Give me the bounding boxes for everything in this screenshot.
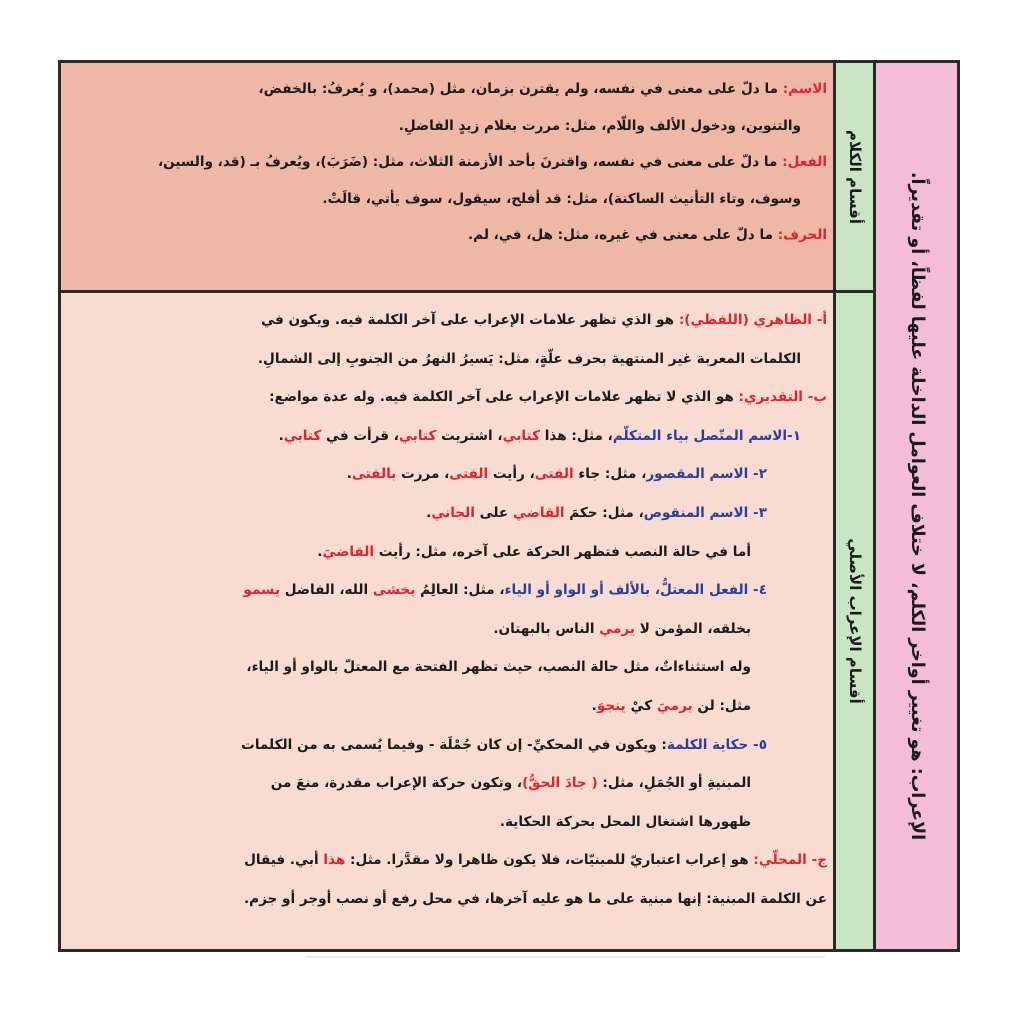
point-5-line-2-text-b: ، وتكون حركة الإعراب مقدرة، منعَ من bbox=[270, 775, 523, 792]
irab-definition-text: الإعراب: هو تغيير أواخر الكلم، لا ختلاف العوامل الداخلة عليها لفظاً، أو تقديراً. bbox=[906, 171, 927, 841]
point-4-line-3-text: وله استثناءاتٌ، مثل حالة النصب، حيث تظهر الفتحة مع المعتلّ بالواو أو الياء، bbox=[246, 659, 751, 676]
point-4-line-2-word: يرمي bbox=[599, 620, 635, 637]
mahalli-text-a: هو إعراب اعتباريّ للمبنيّات، فلا يكون ظاهرا ولا مقدَّرا. مثل: bbox=[345, 852, 749, 869]
point-5-line-2-text-a: المبنيةِ أو الجُمَلِ، مثل: bbox=[597, 775, 751, 792]
taqdiri-text-1: هو الذي لا تظهر علامات الإعراب على آخر الكلمة فيه. وله عدة مواضع: bbox=[269, 389, 734, 406]
point-2-title: ٢- الاسم المقصور bbox=[646, 466, 767, 483]
point-4-line-2-text-b: الناس بالبهتان. bbox=[493, 620, 600, 637]
point-4-line-4-text-c: . bbox=[591, 697, 597, 714]
zahiri-line-2 bbox=[69, 340, 827, 379]
fil-line-1 bbox=[69, 144, 827, 181]
point-4-line-4-text-b: كيْ bbox=[625, 697, 657, 714]
zahiri-title: أ- الظاهري (اللفظي): bbox=[674, 312, 827, 328]
point-3-text-b: على bbox=[474, 504, 513, 521]
ism-line-2 bbox=[69, 108, 827, 145]
word-types-label-cell bbox=[833, 63, 873, 293]
point-3-title: ٣- الاسم المنقوص bbox=[643, 504, 767, 521]
point-1-title: ١-الاسم المتّصل بياء المتكلّم bbox=[612, 427, 801, 444]
point-5-line-2 bbox=[69, 764, 827, 803]
mahalli-text-b: أبي. فيقال bbox=[244, 852, 324, 869]
point-5-line-2-word: ( جادَ الحقُّ) bbox=[522, 775, 598, 792]
mahalli-line-1 bbox=[69, 841, 827, 880]
irab-types-label: أقسام الإعراب الأصلي bbox=[845, 538, 864, 704]
point-4-word-2: يسمو bbox=[243, 582, 280, 599]
point-5-line-3-text: ظهورها اشتغال المحل بحركة الحكاية. bbox=[499, 813, 751, 830]
point-3-note-word: القاضيَ bbox=[322, 543, 374, 560]
point-3-line bbox=[69, 494, 827, 533]
point-2-text-d: . bbox=[346, 466, 352, 483]
point-3-note-line bbox=[69, 533, 827, 572]
point-4-line-2-text-a: بخلقه، المؤمن لا bbox=[634, 620, 751, 637]
fil-text-1: ما دلّ على معنى في نفسه، واقترنَ بأحد الأزمنة الثلاث، مثل: (ضَرَبَ)، ويُعرفُ بـ (قد، والسين، bbox=[157, 154, 778, 170]
zahiri-text-1: هو الذي تظهر علامات الإعراب على آخر الكلمة فيه. ويكون في bbox=[261, 312, 675, 328]
point-1-text-b: ، اشتريت bbox=[436, 427, 503, 444]
bottom-divider bbox=[305, 956, 825, 958]
point-2-word-2: الفتى bbox=[449, 466, 489, 483]
grammar-table bbox=[58, 60, 960, 952]
harf-line-1 bbox=[69, 217, 827, 254]
point-3-text-a: ، مثل: حكمَ bbox=[564, 504, 644, 521]
point-4-line-4 bbox=[69, 687, 827, 726]
harf-text-1: ما دلّ على معنى في غيره، مثل: هل، في، لم. bbox=[468, 227, 774, 243]
point-1-text-a: ، مثل: هذا bbox=[539, 427, 613, 444]
irab-definition-column bbox=[873, 63, 957, 949]
ism-title: الاسم: bbox=[778, 81, 827, 97]
fil-title: الفعل: bbox=[777, 154, 827, 170]
point-4-line-4-word-2: ينجوَ bbox=[596, 697, 626, 714]
point-2-word-3: بالفتى bbox=[351, 466, 397, 483]
point-3-note-end: . bbox=[317, 543, 323, 560]
point-4-line-2 bbox=[69, 610, 827, 649]
point-4-line-4-word-1: يرميَ bbox=[656, 697, 693, 714]
point-1-word-2: كتابي bbox=[398, 427, 437, 444]
point-4-line-4-text-a: مثل: لن bbox=[692, 697, 751, 714]
irab-types-label-cell bbox=[833, 293, 873, 949]
point-5-line-3 bbox=[69, 803, 827, 842]
ism-line-1 bbox=[69, 71, 827, 108]
point-3-text-c: . bbox=[426, 504, 432, 521]
point-1-line bbox=[69, 417, 827, 456]
zahiri-text-2: الكلمات المعربة غير المنتهية بحرف علّةٍ، مثل: يَسيرُ النهرُ من الجنوبِ إلى الشمالِ. bbox=[257, 350, 801, 367]
point-4-line-3 bbox=[69, 648, 827, 687]
point-5-text-a: : ويكون في المحكيِّ- إن كان جُمْلَة - وفيما يُسمى به من الكلمات bbox=[241, 736, 667, 753]
mahalli-title: ج- المحلّي: bbox=[748, 852, 827, 869]
fil-text-2: وسوف، وتاء التأنيث الساكنة)، مثل: قد أفلح، سيقول، سوف يأتي، قالَتْ. bbox=[322, 190, 801, 207]
point-3-word-2: الجاني bbox=[431, 504, 475, 521]
word-types-label: أقسام الكلام bbox=[845, 129, 864, 224]
fil-line-2 bbox=[69, 181, 827, 218]
mahalli-word: هذا bbox=[323, 852, 346, 869]
point-4-line-1 bbox=[69, 571, 827, 610]
taqdiri-title: ب- التقديري: bbox=[733, 389, 827, 406]
point-1-text-d: . bbox=[278, 427, 284, 444]
point-4-word-1: يخشى bbox=[372, 582, 416, 599]
point-2-text-b: ، رأيت bbox=[488, 466, 535, 483]
mahalli-text-2: عن الكلمة المبنية: إنها مبنية على ما هو عليه آخرها، في محل رفع أو نصب أوجر أو جزم. bbox=[243, 890, 827, 907]
ism-text-2: والتنوين، ودخول الألف واللّام، مثل: مررت بغلام زيدٍ الفاضلِ. bbox=[398, 117, 801, 134]
point-4-text-b: الله، الفاضل bbox=[280, 582, 373, 599]
point-4-text-a: ، مثل: العالِمُ bbox=[415, 582, 505, 599]
point-3-note-text: أما في حالة النصب فتظهر الحركة على آخره، مثل: رأيت bbox=[373, 543, 751, 560]
point-5-line-1 bbox=[69, 726, 827, 765]
point-2-word-1: الفتى bbox=[534, 466, 574, 483]
mahalli-line-2 bbox=[69, 880, 827, 919]
point-5-title: ٥- حكاية الكلمة bbox=[666, 736, 767, 753]
harf-title: الحرف: bbox=[773, 227, 827, 243]
point-2-line bbox=[69, 455, 827, 494]
point-1-text-c: ، قرأت في bbox=[321, 427, 399, 444]
point-2-text-a: ، مثل: جاء bbox=[573, 466, 647, 483]
word-types-content bbox=[61, 63, 833, 293]
point-4-title: ٤- الفعل المعتلُّ، بالألف أو الواو أو الياء bbox=[504, 582, 767, 599]
ism-text-1: ما دلّ على معنى في نفسه، ولم يقترن بزمان، مثل (محمد)، و يُعرفُ: بالخفض، bbox=[258, 81, 779, 97]
point-1-word-3: كتابي bbox=[283, 427, 322, 444]
taqdiri-line-1 bbox=[69, 378, 827, 417]
point-1-word-1: كتابي bbox=[502, 427, 540, 444]
point-2-text-c: ، مررت bbox=[396, 466, 450, 483]
point-3-word-1: القاضي bbox=[512, 504, 565, 521]
irab-types-content bbox=[61, 293, 833, 949]
zahiri-line-1 bbox=[69, 301, 827, 340]
